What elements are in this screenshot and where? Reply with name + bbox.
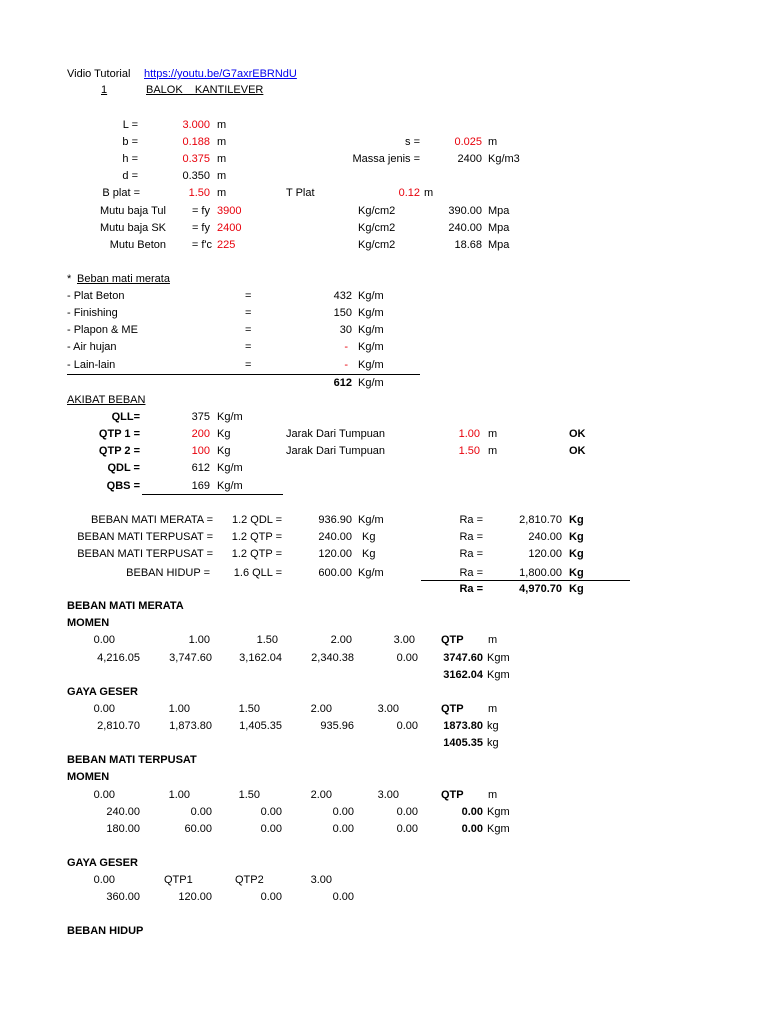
bmt-momen-x: 2.00	[310, 789, 332, 801]
bmm-geser-x: 1.00	[168, 703, 190, 715]
ra-label: Ra =	[459, 548, 483, 560]
bmm-geser-y: 0.00	[396, 720, 418, 732]
param-h-unit: m	[217, 153, 227, 165]
ra-total-value: 4,970.70	[519, 583, 562, 595]
param-L-unit: m	[217, 119, 227, 131]
qtp1-ok: OK	[569, 428, 586, 440]
dead-load-star: *	[67, 273, 72, 285]
bmt-geser-x: 3.00	[310, 874, 332, 886]
bmm-momen-y: 3,162.04	[239, 652, 282, 664]
dead-load-item-label: - Finishing	[67, 307, 118, 319]
param-tul-mpa: 390.00	[448, 205, 482, 217]
load-unit: Kg/m	[358, 567, 384, 579]
qdl-unit: Kg/m	[217, 462, 243, 474]
bmm-geser-x: 1.50	[238, 703, 260, 715]
load-label: BEBAN MATI TERPUSAT =	[77, 531, 213, 543]
qtp2-value: 100	[191, 445, 210, 457]
bmt-momen-y2: 180.00	[106, 823, 140, 835]
param-h-label: h =	[122, 153, 138, 165]
total-divider	[67, 374, 420, 375]
param-d-label: d =	[122, 170, 138, 182]
bmt-momen-y2: 0.00	[260, 823, 282, 835]
bmt-momen-y1: 240.00	[106, 806, 140, 818]
bmm-m1: 3747.60	[443, 652, 483, 664]
dead-load-total-unit: Kg/m	[358, 377, 384, 389]
qtp1-jarak-value: 1.00	[458, 428, 480, 440]
qdl-value: 612	[191, 462, 210, 474]
qtp1-unit: Kg	[217, 428, 231, 440]
param-sk-eq: = fy	[191, 222, 210, 234]
dead-load-item-value: 150	[333, 307, 352, 319]
bmm-momen-y: 4,216.05	[97, 652, 140, 664]
ra-unit: Kg	[569, 514, 584, 526]
param-d-value: 0.350	[182, 170, 210, 182]
bmm-g2: 1405.35	[443, 737, 483, 749]
param-tplat-unit: m	[424, 187, 434, 199]
bmm-g2-unit: kg	[487, 737, 499, 749]
dead-load-item-eq: =	[245, 307, 252, 319]
dead-load-item-eq: =	[245, 359, 252, 371]
qtp1-jarak-unit: m	[488, 428, 498, 440]
bmt-momen-y1: 0.00	[190, 806, 212, 818]
param-b-label: b =	[122, 136, 138, 148]
bmt-momen-y2: 60.00	[184, 823, 212, 835]
ra-unit: Kg	[569, 567, 584, 579]
qll-unit: Kg/m	[217, 411, 243, 423]
bmm-geser-title: GAYA GESER	[67, 686, 138, 698]
dead-load-item-eq: =	[245, 324, 252, 336]
dead-load-item-value: -	[344, 359, 348, 371]
load-label: BEBAN MATI MERATA =	[91, 514, 213, 526]
bmm-geser-y: 935.96	[320, 720, 354, 732]
param-tul-value: 3900	[217, 205, 242, 217]
qll-value: 375	[191, 411, 210, 423]
dead-load-item-label: - Plapon & ME	[67, 324, 138, 336]
qtp2-label: QTP 2 =	[98, 445, 140, 457]
bmm-m1-unit: Kgm	[487, 652, 510, 664]
ra-unit: Kg	[569, 531, 584, 543]
bmm-g1-unit: kg	[487, 720, 499, 732]
bmm-geser-y: 1,873.80	[169, 720, 212, 732]
bmt-momen-x: 1.50	[238, 789, 260, 801]
param-tul-eq: = fy	[191, 205, 210, 217]
section-title: BALOK KANTILEVER	[146, 84, 264, 96]
bmt-geser-x: QTP2	[235, 874, 264, 886]
bmt-m2-unit: Kgm	[487, 823, 510, 835]
bmm-geser-x: 0.00	[93, 703, 115, 715]
bmm-momen-x: 2.00	[330, 634, 352, 646]
load-factor: 1.2 QTP =	[231, 548, 282, 560]
param-sk-label: Mutu baja SK	[99, 222, 166, 234]
ra-divider	[421, 580, 630, 581]
section-number: 1	[101, 84, 108, 96]
bh-title: BEBAN HIDUP	[67, 925, 144, 937]
bmm-geser-x: 2.00	[310, 703, 332, 715]
param-s-label: s =	[405, 136, 420, 148]
ra-total-unit: Kg	[569, 583, 584, 595]
bmt-momen-y1: 0.00	[332, 806, 354, 818]
bmm-title: BEBAN MATI MERATA	[67, 600, 184, 612]
param-beton-eq: = f'c	[191, 239, 212, 251]
param-tul-unit: Kg/cm2	[358, 205, 396, 217]
bmt-geser-y: 0.00	[260, 891, 282, 903]
bmt-momen-x: 0.00	[93, 789, 115, 801]
param-b-value: 0.188	[182, 136, 210, 148]
param-tul-mpa-unit: Mpa	[488, 205, 510, 217]
param-sk-mpa: 240.00	[448, 222, 482, 234]
load-value: 240.00	[318, 531, 352, 543]
bmm-momen-x: 1.50	[256, 634, 278, 646]
param-L-value: 3.000	[182, 119, 210, 131]
bmt-momen-x: 1.00	[168, 789, 190, 801]
load-unit: Kg/m	[358, 514, 384, 526]
bmt-m1: 0.00	[461, 806, 483, 818]
dead-load-total: 612	[333, 377, 352, 389]
bmm-momen-title: MOMEN	[67, 617, 110, 629]
qll-label: QLL=	[111, 411, 140, 423]
param-h-value: 0.375	[182, 153, 210, 165]
qtp1-jarak-label: Jarak Dari Tumpuan	[286, 428, 386, 440]
bmm-m2: 3162.04	[443, 669, 483, 681]
ra-value: 2,810.70	[519, 514, 562, 526]
param-sk-unit: Kg/cm2	[358, 222, 396, 234]
qbs-unit: Kg/m	[217, 480, 243, 492]
bmm-m2-unit: Kgm	[487, 669, 510, 681]
bmm-g1: 1873.80	[443, 720, 483, 732]
dead-load-item-unit: Kg/m	[358, 359, 384, 371]
ra-value: 120.00	[528, 548, 562, 560]
ra-label: Ra =	[459, 567, 483, 579]
load-factor: 1.2 QDL =	[231, 514, 282, 526]
param-beton-label: Mutu Beton	[109, 239, 166, 251]
bmm-geser-qtp-unit: m	[488, 703, 498, 715]
bmt-geser-y: 360.00	[106, 891, 140, 903]
load-value: 120.00	[318, 548, 352, 560]
qdl-label: QDL =	[107, 462, 140, 474]
ra-total-label: Ra =	[459, 583, 483, 595]
qtp2-jarak-label: Jarak Dari Tumpuan	[286, 445, 386, 457]
bmm-momen-y: 0.00	[396, 652, 418, 664]
param-d-unit: m	[217, 170, 227, 182]
qbs-label: QBS =	[106, 480, 140, 492]
bmt-qtp-header: QTP	[441, 789, 464, 801]
qbs-value: 169	[191, 480, 210, 492]
bmm-momen-x: 1.00	[188, 634, 210, 646]
dead-load-item-value: 30	[339, 324, 352, 336]
dead-load-item-label: - Plat Beton	[67, 290, 125, 302]
bmm-momen-y: 2,340.38	[311, 652, 354, 664]
load-unit: Kg	[362, 531, 376, 543]
qbs-divider	[142, 494, 283, 495]
bmm-qtp-header: QTP	[441, 634, 464, 646]
ra-value: 1,800.00	[519, 567, 562, 579]
load-factor: 1.6 QLL =	[233, 567, 282, 579]
dead-load-item-eq: =	[245, 290, 252, 302]
dead-load-item-value: 432	[333, 290, 352, 302]
param-L-label: L =	[122, 119, 138, 131]
load-label: BEBAN MATI TERPUSAT =	[77, 548, 213, 560]
dead-load-item-unit: Kg/m	[358, 341, 384, 353]
akibat-title: AKIBAT BEBAN	[67, 394, 146, 406]
param-beton-mpa: 18.68	[454, 239, 482, 251]
qtp2-jarak-unit: m	[488, 445, 498, 457]
load-value: 600.00	[318, 567, 352, 579]
bmt-momen-title: MOMEN	[67, 771, 110, 783]
bmt-title: BEBAN MATI TERPUSAT	[67, 754, 197, 766]
ra-label: Ra =	[459, 514, 483, 526]
bmt-momen-y1: 0.00	[396, 806, 418, 818]
dead-load-item-label: - Lain-lain	[67, 359, 116, 371]
dead-load-item-unit: Kg/m	[358, 324, 384, 336]
bmt-geser-y: 0.00	[332, 891, 354, 903]
qtp1-label: QTP 1 =	[98, 428, 140, 440]
bmt-geser-x: 0.00	[93, 874, 115, 886]
dead-load-item-value: -	[344, 341, 348, 353]
bmm-momen-y: 3,747.60	[169, 652, 212, 664]
qtp2-ok: OK	[569, 445, 586, 457]
bmm-qtp-unit: m	[488, 634, 498, 646]
video-label: Vidio Tutorial	[67, 68, 131, 80]
param-tul-label: Mutu baja Tul	[99, 205, 166, 217]
bmm-geser-y: 1,405.35	[239, 720, 282, 732]
bmt-geser-y: 120.00	[178, 891, 212, 903]
param-tplat-label: T Plat	[286, 187, 315, 199]
param-tplat-value: 0.12	[398, 187, 420, 199]
ra-unit: Kg	[569, 548, 584, 560]
param-s-value: 0.025	[454, 136, 482, 148]
bmt-qtp-unit: m	[488, 789, 498, 801]
bmt-momen-y2: 0.00	[332, 823, 354, 835]
load-factor: 1.2 QTP =	[231, 531, 282, 543]
param-bplat-label: B plat =	[102, 187, 140, 199]
bmt-geser-title: GAYA GESER	[67, 857, 138, 869]
bmt-geser-x: QTP1	[164, 874, 193, 886]
param-massa-label: Massa jenis =	[352, 153, 420, 165]
dead-load-item-unit: Kg/m	[358, 307, 384, 319]
load-unit: Kg	[362, 548, 376, 560]
ra-value: 240.00	[528, 531, 562, 543]
param-sk-mpa-unit: Mpa	[488, 222, 510, 234]
bmm-momen-x: 3.00	[393, 634, 415, 646]
param-beton-mpa-unit: Mpa	[488, 239, 510, 251]
bmm-momen-x: 0.00	[93, 634, 115, 646]
dead-load-item-unit: Kg/m	[358, 290, 384, 302]
param-beton-value: 225	[217, 239, 236, 251]
param-massa-unit: Kg/m3	[488, 153, 520, 165]
dead-load-title: Beban mati merata	[77, 273, 170, 285]
load-label: BEBAN HIDUP =	[126, 567, 210, 579]
param-s-unit: m	[488, 136, 498, 148]
bmt-m1-unit: Kgm	[487, 806, 510, 818]
param-bplat-value: 1.50	[188, 187, 210, 199]
param-sk-value: 2400	[217, 222, 242, 234]
param-beton-unit: Kg/cm2	[358, 239, 396, 251]
bmm-geser-y: 2,810.70	[97, 720, 140, 732]
param-massa-value: 2400	[457, 153, 482, 165]
bmt-m2: 0.00	[461, 823, 483, 835]
param-b-unit: m	[217, 136, 227, 148]
bmm-geser-qtp-header: QTP	[441, 703, 464, 715]
bmm-geser-x: 3.00	[377, 703, 399, 715]
qtp1-value: 200	[191, 428, 210, 440]
bmt-momen-x: 3.00	[377, 789, 399, 801]
ra-label: Ra =	[459, 531, 483, 543]
param-bplat-unit: m	[217, 187, 227, 199]
load-value: 936.90	[318, 514, 352, 526]
dead-load-item-eq: =	[245, 341, 252, 353]
dead-load-item-label: - Air hujan	[67, 341, 117, 353]
bmt-momen-y2: 0.00	[396, 823, 418, 835]
video-link[interactable]: https://youtu.be/G7axrEBRNdU	[144, 68, 297, 80]
bmt-momen-y1: 0.00	[260, 806, 282, 818]
qtp2-unit: Kg	[217, 445, 231, 457]
qtp2-jarak-value: 1.50	[458, 445, 480, 457]
